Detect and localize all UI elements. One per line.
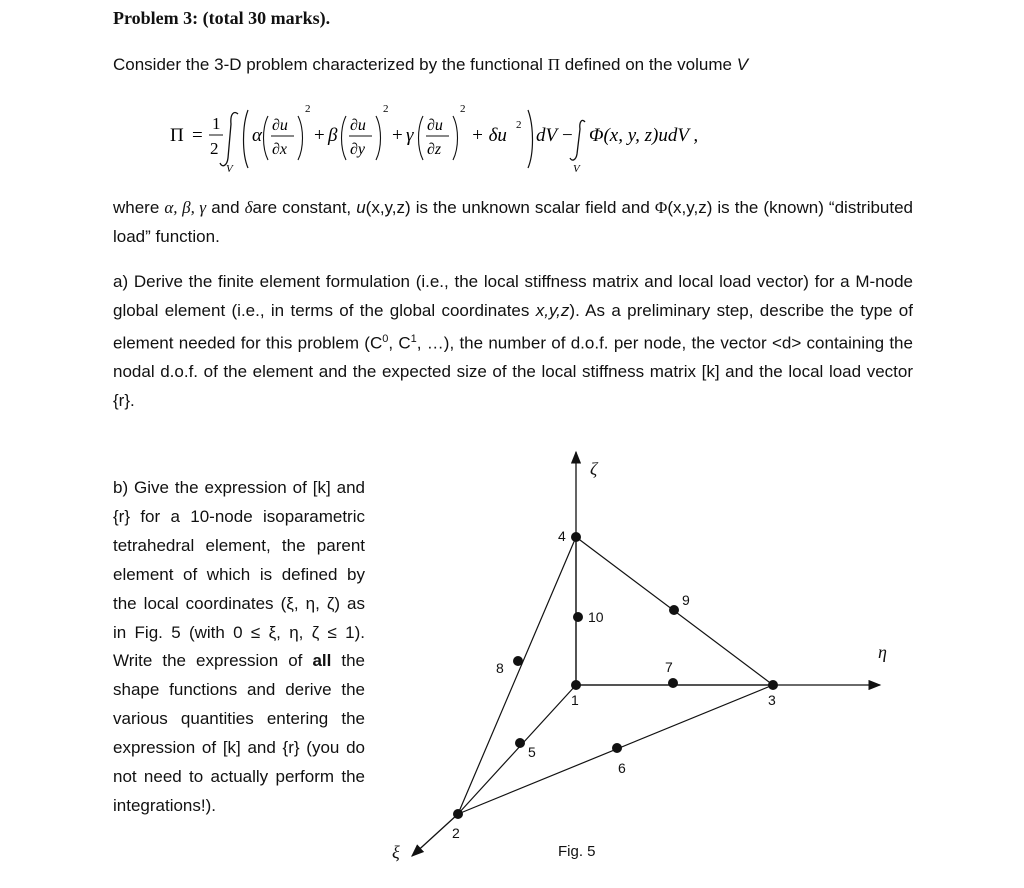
node-label-10: 10	[588, 609, 604, 625]
du-1: ∂u	[272, 117, 288, 134]
dV-1: dV	[536, 125, 558, 146]
sq-3: 2	[460, 103, 466, 115]
plus-1: +	[314, 125, 325, 146]
global-coords: x,y,z	[535, 300, 570, 320]
part-b-paragraph	[113, 474, 365, 821]
node-2	[453, 809, 463, 819]
node-1	[571, 680, 581, 690]
where-text-3: are constant,	[252, 198, 352, 217]
gamma-coef: γ	[406, 125, 414, 146]
axis-label-zeta: ζ	[590, 459, 598, 479]
pi-symbol: Π	[547, 55, 560, 74]
axis-label-eta: η	[878, 642, 887, 662]
node-8	[513, 656, 523, 666]
part-a-paragraph	[113, 268, 913, 415]
intro-text: Consider the 3-D problem characterized by the functional	[113, 55, 543, 74]
du-3: ∂u	[427, 117, 443, 134]
intro-text-2: defined on the volume	[564, 55, 732, 74]
c0-sup: 0	[382, 333, 389, 345]
figure-caption: Fig. 5	[558, 843, 596, 860]
integral-limit-1: V	[226, 163, 233, 175]
part-b-text-2: the shape functions and derive the various quantities entering the expression of [k] and {r} (you do not need to actually perform the integrations!).	[113, 651, 365, 815]
part-b-bold-all: all	[312, 651, 332, 671]
greek-constants: α, β, γ	[164, 198, 207, 217]
intro-line	[113, 55, 748, 75]
where-text-4: (x,y,z) is the unknown scalar field and	[365, 198, 650, 217]
node-label-1: 1	[571, 692, 579, 708]
dz: ∂z	[427, 141, 442, 158]
beta-coef: β	[328, 125, 338, 146]
where-text-5: (x,y,z) is the (known) “distributed load” function.	[113, 198, 914, 246]
functional-formula	[168, 96, 728, 178]
where-text-2: and	[211, 198, 240, 217]
tetrahedron-figure	[380, 440, 900, 880]
alpha-coef: α	[252, 125, 262, 146]
node-label-5: 5	[528, 744, 536, 760]
plus-2: +	[392, 125, 403, 146]
sq-2: 2	[383, 103, 389, 115]
delta-term: + δu	[471, 125, 507, 146]
where-paragraph	[113, 194, 913, 251]
minus-sign: −	[562, 125, 573, 146]
node-5	[515, 738, 525, 748]
node-9	[669, 605, 679, 615]
sq-1: 2	[305, 103, 311, 115]
half-numerator: 1	[212, 114, 221, 133]
problem-title: Problem 3: (total 30 marks).	[113, 8, 331, 28]
formula-lhs: Π	[170, 125, 184, 146]
delta-symbol: δ	[244, 198, 253, 217]
part-a-text-3: , C	[388, 333, 411, 353]
where-text-1: where	[113, 198, 160, 217]
node-4	[571, 532, 581, 542]
part-b-text-1: b) Give the expression of [k] and {r} for a 10-node isoparametric tetrahedral element, the parent element of which is defined by the local coordinates (ξ, η, ζ) as in Fig. 5 (with 0 ≤ ξ, η, ζ ≤ 1). Write the expression of	[113, 478, 365, 671]
load-term: Φ(x, y, z)udV ,	[589, 125, 699, 146]
node-label-4: 4	[558, 528, 566, 544]
dy: ∂y	[350, 141, 366, 158]
dx: ∂x	[272, 141, 288, 158]
node-label-7: 7	[665, 659, 673, 675]
node-label-6: 6	[618, 760, 626, 776]
node-label-3: 3	[768, 692, 776, 708]
part-a-text-4: , …), the number of d.o.f. per node, the vector <d> containing the nodal d.o.f. of the element and the expected size of the local stiffness matrix [k] and the local load vector {r}.	[113, 333, 913, 410]
sq-4: 2	[516, 119, 522, 131]
integral-sign-1	[220, 112, 238, 165]
node-label-2: 2	[452, 825, 460, 841]
u-symbol: u	[356, 198, 366, 217]
node-7	[668, 678, 678, 688]
integral-limit-2: V	[573, 163, 580, 175]
node-label-9: 9	[682, 592, 690, 608]
formula-equals: =	[192, 125, 203, 146]
phi-symbol: Φ	[654, 198, 668, 217]
node-3	[768, 680, 778, 690]
part-a-text-1: a) Derive the finite element formulation (i.e., the local stiffness matrix and local load vector) for a M-node global element (i.e., in terms of the global coordinates	[113, 272, 913, 320]
node-label-8: 8	[496, 660, 504, 676]
du-2: ∂u	[350, 117, 366, 134]
part-a-text-2: ). As a preliminary step, describe the type of element needed for this problem (C	[113, 300, 913, 353]
node-10	[573, 612, 583, 622]
edge-1-2	[458, 685, 576, 814]
c1-sup: 1	[410, 333, 417, 345]
half-denominator: 2	[210, 139, 219, 158]
node-6	[612, 743, 622, 753]
axis-label-xi: ξ	[392, 842, 400, 862]
volume-symbol: V	[736, 55, 749, 74]
